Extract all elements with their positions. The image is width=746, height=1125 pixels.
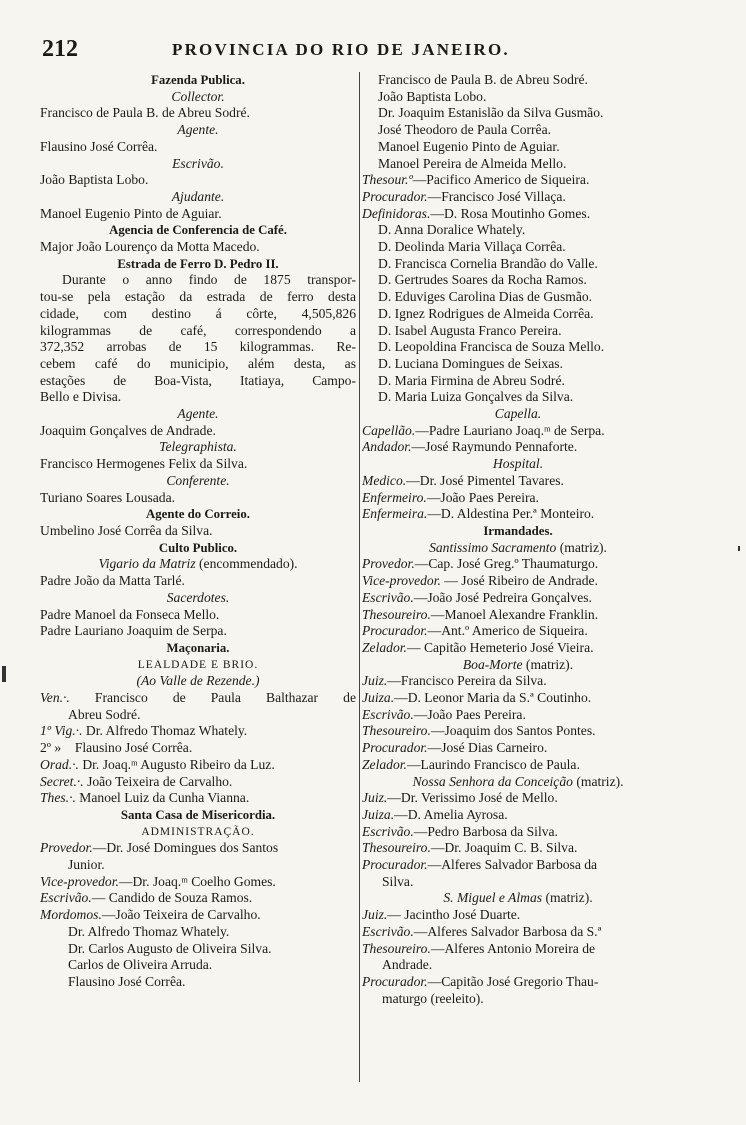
role-label: Escrivão. — [172, 155, 224, 171]
role-label: Ajudante. — [171, 188, 225, 204]
person-name: Francisco de Paula B. de Abreu Sodré. — [378, 72, 588, 87]
officer-label: Zelador. — [362, 756, 407, 772]
section-heading-irmandades: Irmandades. — [483, 523, 553, 538]
margin-mark — [2, 666, 6, 682]
paragraph-line: kilogrammas de café, correspondendo a — [40, 322, 356, 338]
brotherhood-note: (matriz). — [556, 539, 607, 555]
brotherhood-title — [362, 657, 674, 674]
person-name: —D. Leonor Maria da S.ª Coutinho. — [394, 690, 592, 706]
role-label: Conferente. — [166, 472, 230, 488]
officer-line — [40, 740, 356, 757]
officer-line — [362, 189, 674, 206]
officer-label: Escrivão. — [362, 706, 414, 722]
officer-line — [40, 907, 356, 924]
person-name: Dr. Joaq.ᵐ Augusto Ribeiro da Luz. — [82, 756, 275, 772]
person-name: — Capitão Hemeterio José Vieira. — [406, 639, 594, 655]
brotherhood-note: (matriz). — [522, 656, 574, 672]
officer-line — [362, 439, 674, 456]
officer-label: Enfermeira. — [362, 506, 428, 522]
person-name: — José Ribeiro de Andrade. — [440, 573, 598, 589]
person-name: João Baptista Lobo. — [40, 172, 149, 188]
officer-line — [362, 974, 674, 991]
officer-line — [362, 490, 674, 507]
officer-label: Juiz. — [362, 790, 388, 806]
person-name: — Jacintho José Duarte. — [387, 907, 521, 923]
section-heading-maconaria: Maçonaria. — [166, 640, 230, 655]
person-name: Padre Manoel da Fonseca Mello. — [40, 606, 220, 622]
lodge-location: (Ao Valle de Rezende.) — [136, 673, 260, 689]
person-name: Abreu Sodré. — [68, 706, 141, 722]
officer-label: Vice-provedor. — [362, 573, 441, 589]
officer-label: 2º » — [40, 740, 62, 756]
section-heading-fazenda: Fazenda Publica. — [151, 73, 245, 87]
person-name: D. Francisca Cornelia Brandão do Valle. — [378, 255, 598, 271]
person-name: —José Raymundo Pennaforte. — [411, 439, 578, 455]
person-name: maturgo (reeleito). — [382, 990, 484, 1006]
role-label: Agente. — [177, 406, 219, 422]
officer-line — [40, 723, 356, 740]
officer-label: 1º Vig.·. — [40, 723, 83, 739]
officer-label: Procurador. — [362, 188, 428, 204]
person-name: João Baptista Lobo. — [378, 88, 487, 104]
officer-label: Thesour.º — [362, 172, 413, 188]
brotherhood-title — [362, 540, 674, 557]
person-name: —Alferes Salvador Barbosa da — [427, 857, 598, 873]
section-heading-correio: Agente do Correio. — [146, 507, 250, 522]
person-name: D. Luciana Domingues de Seixas. — [378, 355, 563, 371]
person-name: Francisco Hermogenes Felix da Silva. — [40, 456, 248, 472]
paragraph-line: cidade, com destino á côrte, 4,505,826 — [40, 305, 356, 321]
officer-line — [40, 840, 356, 857]
officer-label: Juiz. — [362, 673, 388, 689]
person-name: Flausino José Corrêa. — [74, 740, 193, 756]
person-name: —Capitão José Gregorio Thau- — [427, 973, 599, 989]
paragraph-line: Bello e Divisa. — [40, 389, 122, 405]
person-name: —José Dias Carneiro. — [427, 740, 548, 756]
officer-label: Escrivão. — [362, 823, 414, 839]
person-name: D. Leopoldina Francisca de Souza Mello. — [378, 339, 605, 355]
section-heading-capella: Capella. — [494, 406, 542, 422]
person-name: —D. Rosa Moutinho Gomes. — [430, 205, 591, 221]
person-name: Padre João da Matta Tarlé. — [40, 573, 185, 589]
subsection-heading: ADMINISTRAÇÃO. — [141, 825, 255, 838]
officer-label: Procurador. — [362, 740, 428, 756]
person-name: João Teixeira de Carvalho. — [87, 773, 233, 789]
person-name: Joaquim Gonçalves de Andrade. — [40, 422, 216, 438]
officer-label: Escrivão. — [362, 923, 414, 939]
section-heading-estrada: Estrada de Ferro D. Pedro II. — [117, 256, 279, 271]
brotherhood-title — [362, 890, 674, 907]
person-name: —Dr. José Pimentel Tavares. — [406, 472, 564, 488]
officer-line — [362, 556, 674, 573]
officer-line — [40, 890, 356, 907]
person-name: Flausino José Corrêa. — [68, 973, 186, 989]
brotherhood-note: (matriz). — [572, 773, 624, 789]
person-name: Andrade. — [382, 957, 433, 973]
officer-line — [362, 907, 674, 924]
person-name: —Pacifico Americo de Siqueira. — [412, 172, 590, 188]
officer-line — [362, 607, 674, 624]
person-name: —Francisco Pereira da Silva. — [387, 673, 547, 689]
vigario-line — [40, 556, 356, 573]
paragraph-line: cebem café do municipio, além desta, as — [40, 355, 356, 371]
section-heading-santa-casa: Santa Casa de Misericordia. — [120, 807, 276, 822]
person-name: —Laurindo Francisco de Paula. — [406, 756, 580, 772]
officer-label: Andador. — [362, 439, 412, 455]
officer-line — [362, 924, 674, 941]
officer-label: Procurador. — [362, 857, 428, 873]
person-name: — Candido de Souza Ramos. — [91, 890, 253, 906]
officer-line — [40, 790, 356, 807]
person-name: Dr. Alfredo Thomaz Whately. — [68, 923, 230, 939]
person-name: Junior. — [68, 857, 105, 873]
person-name: —Alferes Salvador Barbosa da S.ª — [413, 923, 602, 939]
officer-label: Thesoureiro. — [362, 606, 431, 622]
person-name: —João Paes Pereira. — [413, 706, 526, 722]
margin-mark — [738, 546, 740, 551]
officer-line — [362, 707, 674, 724]
officer-label: Juiza. — [362, 690, 395, 706]
right-column — [362, 72, 674, 1007]
running-title: PROVINCIA DO RIO DE JANEIRO. — [172, 40, 510, 59]
paragraph-line: estações de Boa-Vista, Itatiaya, Campo- — [40, 372, 356, 388]
brotherhood-name: S. Miguel e Almas — [443, 890, 543, 906]
officer-line — [362, 740, 674, 757]
person-name: Turiano Soares Lousada. — [40, 489, 176, 505]
person-name: —Cap. José Greg.º Thaumaturgo. — [414, 556, 599, 572]
officer-line — [362, 807, 674, 824]
officer-line — [362, 172, 674, 189]
paragraph-line: tou-se pela estação da estrada de ferro desta — [40, 289, 356, 305]
brotherhood-name: Boa-Morte — [462, 656, 523, 672]
column-divider — [359, 72, 360, 1082]
person-name: —Pedro Barbosa da Silva. — [413, 823, 558, 839]
person-name: Francisco de Paula B. de Abreu Sodré. — [40, 105, 250, 121]
officer-label: Zelador. — [362, 639, 407, 655]
person-name: —Joaquim dos Santos Pontes. — [430, 723, 596, 739]
person-name: —D. Aldestina Per.ª Monteiro. — [427, 506, 595, 522]
brotherhood-name: Nossa Senhora da Conceição — [412, 773, 573, 789]
paragraph-line: Durante o anno findo de 1875 transpor- — [62, 272, 356, 288]
page-header — [0, 36, 746, 66]
officer-label: Mordomos. — [40, 907, 102, 923]
person-name: —Ant.º Americo de Siqueira. — [427, 623, 588, 639]
person-name: D. Maria Firmina de Abreu Sodré. — [378, 372, 565, 388]
person-name: Flausino José Corrêa. — [40, 138, 158, 154]
role-label: Telegraphista. — [159, 439, 237, 455]
person-name: Carlos de Oliveira Arruda. — [68, 957, 213, 973]
officer-line — [362, 673, 674, 690]
officer-line — [362, 840, 674, 857]
role-label: Agente. — [177, 122, 219, 138]
officer-label: Vice-provedor. — [40, 873, 119, 889]
officer-line — [362, 506, 674, 523]
officer-line — [362, 640, 674, 657]
person-name: D. Gertrudes Soares da Rocha Ramos. — [378, 272, 587, 288]
person-name: Dr. Carlos Augusto de Oliveira Silva. — [68, 940, 272, 956]
officer-label: Juiza. — [362, 806, 395, 822]
officer-line — [362, 857, 674, 874]
person-name: Major João Lourenço da Motta Macedo. — [40, 239, 260, 255]
person-name: —D. Amelia Ayrosa. — [394, 806, 508, 822]
role-label: Vigario da Matriz — [98, 556, 196, 572]
officer-line — [362, 690, 674, 707]
person-name: —Padre Lauriano Joaq.ᵐ de Serpa. — [415, 422, 605, 438]
person-name: —João Paes Pereira. — [426, 489, 539, 505]
person-name: —Alferes Antonio Moreira de — [430, 940, 596, 956]
person-name: —Dr. Verissimo José de Mello. — [387, 790, 558, 806]
person-name: D. Eduviges Carolina Dias de Gusmão. — [378, 289, 593, 305]
brotherhood-note: (matriz). — [542, 890, 593, 906]
officer-line — [362, 941, 674, 958]
person-name: —Dr. José Domingues dos Santos — [92, 840, 279, 856]
officer-label: Thesoureiro. — [362, 840, 431, 856]
officer-label: Capellão. — [362, 422, 416, 438]
officer-label: Enfermeiro. — [362, 489, 427, 505]
person-name: —Dr. Joaq.ᵐ Coelho Gomes. — [118, 873, 276, 889]
person-name: —Manoel Alexandre Franklin. — [430, 606, 599, 622]
officer-label: Thesoureiro. — [362, 723, 431, 739]
officer-label: Ven.·. — [40, 690, 70, 706]
person-name: Silva. — [382, 873, 414, 889]
role-note: (encommendado). — [195, 556, 298, 572]
person-name: Manoel Eugenio Pinto de Aguiar. — [40, 205, 222, 221]
person-name: Padre Lauriano Joaquim de Serpa. — [40, 623, 227, 639]
person-name: Umbelino José Corrêa da Silva. — [40, 522, 213, 538]
officer-line — [40, 774, 356, 791]
person-name: Manoel Pereira de Almeida Mello. — [378, 155, 567, 171]
person-name: D. Deolinda Maria Villaça Corrêa. — [378, 239, 566, 255]
person-name: D. Anna Doralice Whately. — [378, 222, 526, 238]
officer-line — [362, 423, 674, 440]
officer-line — [362, 206, 674, 223]
role-label: Collector. — [171, 88, 225, 104]
person-name: Dr. Alfredo Thomaz Whately. — [85, 723, 248, 739]
brotherhood-title — [362, 774, 674, 791]
left-column — [40, 72, 356, 991]
officer-line — [362, 824, 674, 841]
officer-line — [40, 690, 356, 707]
officer-label: Provedor. — [362, 556, 415, 572]
officer-line — [362, 590, 674, 607]
officer-line — [362, 623, 674, 640]
officer-label: Juiz. — [362, 907, 388, 923]
person-name: Manoel Luiz da Cunha Vianna. — [79, 790, 250, 806]
section-heading-agencia: Agencia de Conferencia de Café. — [109, 223, 287, 238]
person-name: Francisco de Paula Balthazar de — [94, 690, 356, 706]
officer-line — [362, 790, 674, 807]
page-number: 212 — [42, 36, 78, 62]
section-heading-culto: Culto Publico. — [158, 540, 238, 555]
officer-label: Definidoras. — [362, 205, 431, 221]
officer-line — [362, 757, 674, 774]
officer-label: Secret.·. — [40, 773, 84, 789]
officer-label: Medico. — [362, 472, 407, 488]
officer-label: Provedor. — [40, 840, 93, 856]
lodge-name: LEALDADE E BRIO. — [137, 658, 259, 671]
person-name: D. Maria Luiza Gonçalves da Silva. — [378, 389, 574, 405]
officer-line — [362, 573, 674, 590]
person-name: D. Ignez Rodrigues de Almeida Corrêa. — [378, 305, 594, 321]
officer-label: Escrivão. — [40, 890, 92, 906]
estrada-paragraph — [40, 272, 356, 406]
person-name: José Theodoro de Paula Corrêa. — [378, 122, 552, 138]
person-name: —Francisco José Villaça. — [427, 188, 566, 204]
person-name: Dr. Joaquim Estanislão da Silva Gusmão. — [378, 105, 604, 121]
officer-line — [40, 757, 356, 774]
officer-label: Orad.·. — [40, 756, 79, 772]
officer-label: Procurador. — [362, 973, 428, 989]
person-name: —João Teixeira de Carvalho. — [101, 907, 261, 923]
person-name: —Dr. Joaquim C. B. Silva. — [430, 840, 578, 856]
person-name: D. Isabel Augusta Franco Pereira. — [378, 322, 562, 338]
brotherhood-name: Santissimo Sacramento — [429, 539, 557, 555]
person-name: Manoel Eugenio Pinto de Aguiar. — [378, 138, 560, 154]
officer-line — [362, 723, 674, 740]
paragraph-line: 372,352 arrobas de 15 kilogrammas. Re- — [40, 339, 356, 355]
officer-label: Escrivão. — [362, 589, 414, 605]
officer-label: Procurador. — [362, 623, 428, 639]
person-name: —João José Pedreira Gonçalves. — [413, 589, 592, 605]
officer-line — [40, 874, 356, 891]
role-label: Sacerdotes. — [166, 589, 230, 605]
officer-line — [362, 473, 674, 490]
officer-label: Thesoureiro. — [362, 940, 431, 956]
officer-label: Thes.·. — [40, 790, 76, 806]
section-heading-hospital: Hospital. — [492, 456, 544, 472]
